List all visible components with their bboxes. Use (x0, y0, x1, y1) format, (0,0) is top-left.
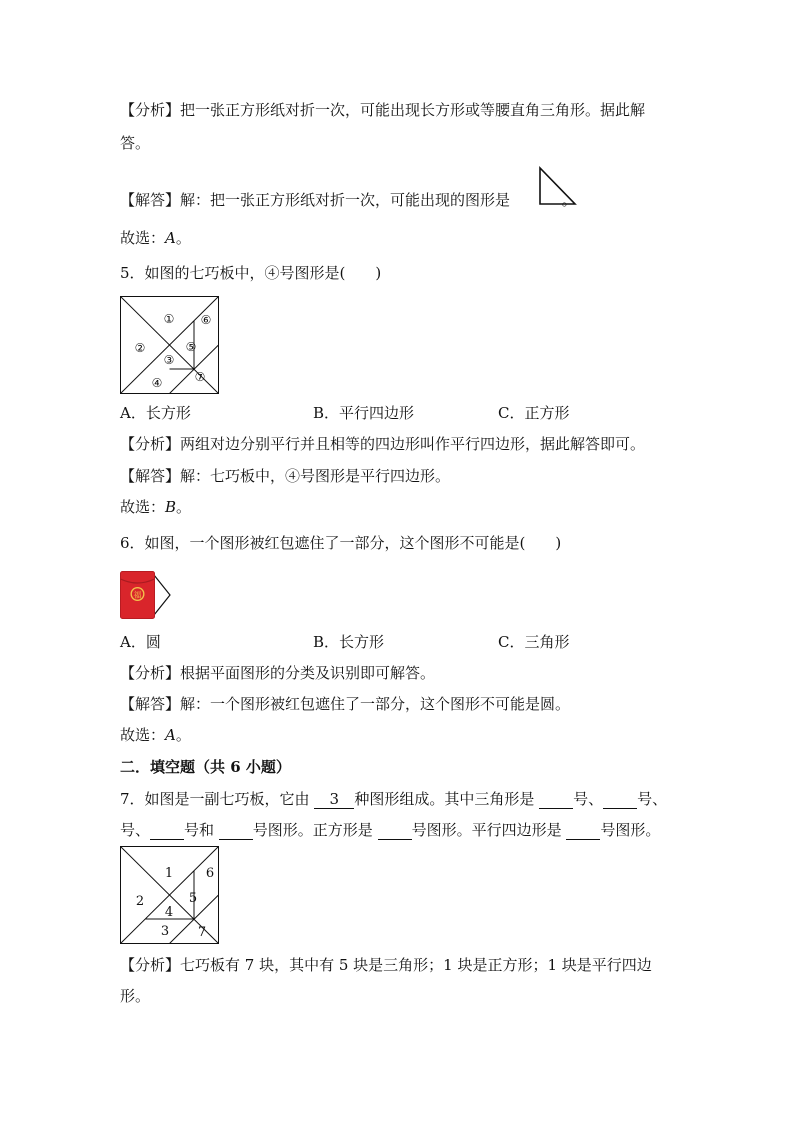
q7-label-4: 4 (164, 905, 174, 920)
q5-stem: 5．如图的七巧板中，④号图形是( ) (120, 264, 382, 282)
q6-analysis: 【分析】根据平面图形的分类及识别即可解答。 (120, 664, 436, 682)
q5-label-7: ⑦ (194, 370, 206, 384)
q4-choice: 故选：A。 (120, 229, 191, 247)
q6-stem: 6．如图，一个图形被红包遮住了一部分，这个图形不可能是( ) (120, 534, 562, 552)
q6-choice-letter: A (165, 726, 176, 744)
q7-analysis-line2: 形。 (120, 987, 151, 1005)
q7-label-5: 5 (188, 891, 198, 906)
q5-analysis: 【分析】两组对边分别平行并且相等的四边形叫作平行四边形，据此解答即可。 (120, 435, 646, 453)
q5-label-1: ① (163, 312, 175, 326)
red-envelope-figure (120, 571, 180, 621)
q7-blank-square (378, 821, 412, 840)
q7-line2: 号、 号和 号图形。正方形是 号图形。平行四边形是 号图形。 (120, 821, 661, 839)
q7-line1: 7．如图是一副七巧板，它由 3 种图形组成。其中三角形是 号、 号、 (120, 790, 668, 808)
q4-answer-end: 。 (561, 191, 577, 209)
q7-blank-tri5 (219, 821, 253, 840)
q5-option-c: C．正方形 (498, 404, 570, 422)
section-2-title: 二．填空题（共 6 小题） (120, 758, 291, 776)
q5-label-3: ③ (163, 353, 175, 367)
q4-answer (120, 190, 577, 210)
q7-label-2: 2 (135, 894, 145, 909)
q5-label-5: ⑤ (185, 340, 197, 354)
q6-choice: 故选：A。 (120, 726, 191, 744)
q6-option-b: B．长方形 (313, 633, 385, 651)
q6-option-c: C．三角形 (498, 633, 570, 651)
q7-blank-tri1 (539, 790, 573, 809)
q7-label-3: 3 (160, 924, 170, 939)
q4-choice-letter: A (165, 229, 176, 247)
q7-blank-tri2 (603, 790, 637, 809)
q6-answer: 【解答】解：一个图形被红包遮住了一部分，这个图形不可能是圆。 (120, 695, 571, 713)
q6-option-a: A．圆 (120, 633, 161, 651)
q5-answer: 【解答】解：七巧板中，④号图形是平行四边形。 (120, 467, 451, 485)
q7-blank-kinds: 3 (314, 790, 354, 809)
q5-label-6: ⑥ (200, 313, 212, 327)
q5-option-a: A．长方形 (120, 404, 191, 422)
q7-label-6: 6 (205, 866, 215, 881)
q7-label-1: 1 (164, 866, 174, 881)
q4-answer-text: 【解答】解：把一张正方形纸对折一次，可能出现的图形是 (120, 191, 511, 209)
tangram-numbered-figure (120, 846, 220, 946)
q7-label-7: 7 (197, 925, 207, 940)
q7-blank-tri4 (150, 821, 184, 840)
q5-choice: 故选：B。 (120, 498, 192, 516)
q5-label-2: ② (134, 341, 146, 355)
q5-option-b: B．平行四边形 (313, 404, 415, 422)
envelope-fu-char: 福 (133, 590, 142, 600)
q7-blank-parallelogram (566, 821, 600, 840)
q7-analysis-line1: 【分析】七巧板有 7 块，其中有 5 块是三角形；1 块是正方形；1 块是平行四边 (120, 956, 652, 974)
tangram-circled-figure (120, 296, 220, 396)
q5-label-4: ④ (151, 376, 163, 390)
q4-analysis-line2: 答。 (120, 134, 151, 152)
q5-choice-letter: B (165, 498, 177, 516)
q4-analysis-line1: 【分析】把一张正方形纸对折一次，可能出现长方形或等腰直角三角形。据此解 (120, 101, 646, 119)
